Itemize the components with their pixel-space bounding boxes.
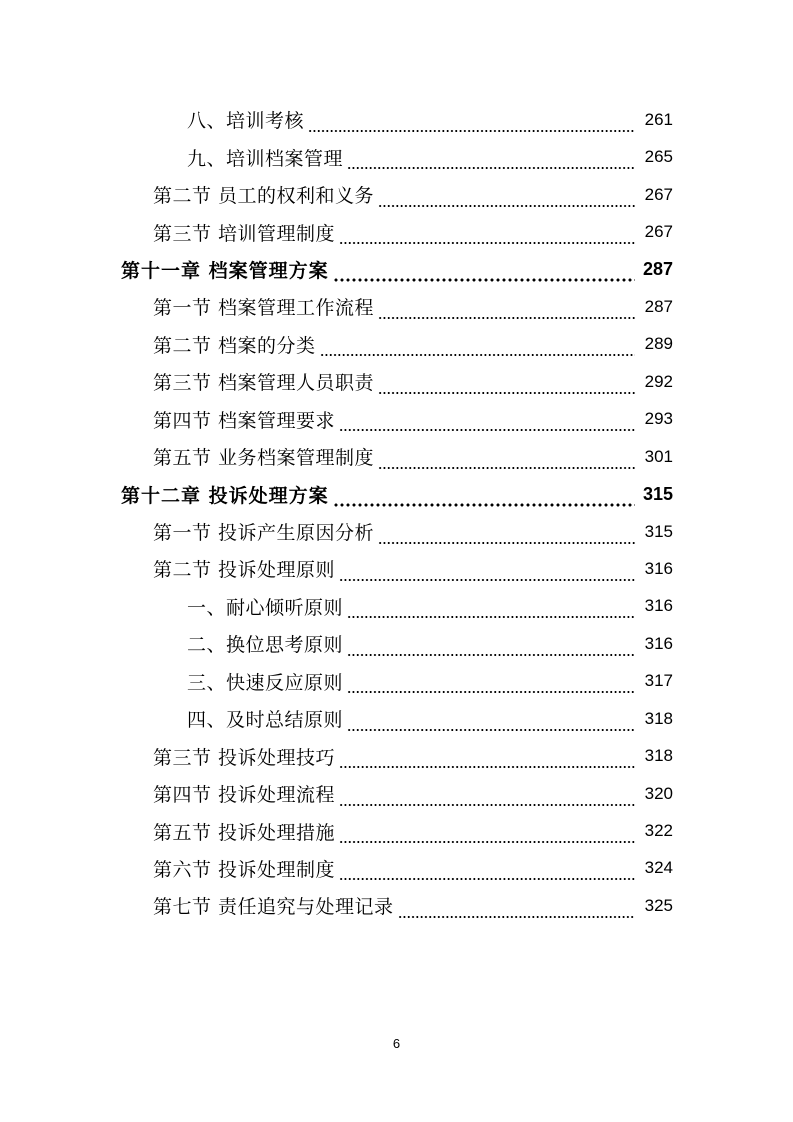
toc-entry-title: 第一节 投诉产生原因分析	[153, 522, 375, 545]
toc-entry-title: 第三节 档案管理人员职责	[153, 372, 375, 395]
toc-entry-page: 320	[644, 783, 673, 803]
toc-entry-page: 293	[644, 409, 673, 429]
toc-entry[interactable]	[0, 663, 793, 700]
toc-entry[interactable]	[0, 401, 793, 438]
toc-entry-page: 316	[644, 558, 673, 578]
toc-entry[interactable]	[0, 812, 793, 849]
toc-entry-page: 318	[644, 708, 673, 728]
toc-chapter-entry[interactable]	[0, 475, 793, 512]
toc-chapter-entry[interactable]	[0, 251, 793, 288]
toc-entry-page: 315	[642, 483, 673, 504]
toc-entry[interactable]	[0, 101, 793, 138]
toc-entry[interactable]	[0, 438, 793, 475]
toc-dot-leader	[333, 491, 635, 507]
toc-entry-page: 289	[644, 334, 673, 354]
toc-dot-leader	[378, 454, 635, 470]
toc-dot-leader	[339, 566, 635, 582]
toc-dot-leader	[339, 416, 635, 432]
toc-entry-title: 第四节 档案管理要求	[153, 409, 336, 432]
toc-entry[interactable]	[0, 138, 793, 175]
toc-dot-leader	[347, 641, 635, 657]
toc-dot-leader	[320, 341, 635, 357]
toc-entry-page: 316	[644, 596, 673, 616]
toc-dot-leader	[339, 791, 635, 807]
toc-dot-leader	[339, 229, 635, 245]
toc-entry-title: 八、培训考核	[187, 110, 305, 133]
toc-entry[interactable]	[0, 176, 793, 213]
toc-entry-title: 第二节 投诉处理原则	[153, 559, 336, 582]
toc-dot-leader	[339, 828, 635, 844]
table-of-contents	[0, 101, 793, 925]
toc-entry-page: 317	[644, 671, 673, 691]
toc-entry-title: 第五节 投诉处理措施	[153, 821, 336, 844]
toc-entry-title: 第六节 投诉处理制度	[153, 858, 336, 881]
toc-entry[interactable]	[0, 288, 793, 325]
toc-entry[interactable]	[0, 550, 793, 587]
toc-entry-title: 第二节 档案的分类	[153, 334, 316, 357]
toc-entry-page: 315	[644, 521, 673, 541]
toc-dot-leader	[378, 192, 635, 208]
page-number: 6	[392, 1036, 401, 1051]
toc-entry-page: 267	[644, 184, 673, 204]
toc-entry-title: 四、及时总结原则	[187, 709, 344, 732]
toc-dot-leader	[378, 529, 635, 545]
toc-entry-page: 287	[644, 296, 673, 316]
toc-entry-page: 325	[644, 895, 673, 915]
toc-entry[interactable]	[0, 213, 793, 250]
toc-dot-leader	[339, 865, 635, 881]
toc-entry-title: 二、换位思考原则	[187, 634, 344, 657]
toc-entry-title: 第五节 业务档案管理制度	[153, 447, 375, 470]
toc-dot-leader	[347, 154, 635, 170]
toc-entry[interactable]	[0, 625, 793, 662]
toc-entry-title: 一、耐心倾听原则	[187, 596, 344, 619]
toc-entry-title: 第二节 员工的权利和义务	[153, 185, 375, 208]
toc-entry-title: 第七节 责任追究与处理记录	[153, 896, 394, 919]
toc-entry-title: 第三节 培训管理制度	[153, 222, 336, 245]
toc-entry-title: 第三节 投诉处理技巧	[153, 746, 336, 769]
toc-dot-leader	[347, 678, 635, 694]
toc-entry-title: 第十二章 投诉处理方案	[121, 484, 329, 507]
toc-entry[interactable]	[0, 326, 793, 363]
toc-entry[interactable]	[0, 887, 793, 924]
toc-entry[interactable]	[0, 700, 793, 737]
toc-dot-leader	[378, 304, 635, 320]
toc-entry[interactable]	[0, 513, 793, 550]
toc-entry-page: 261	[644, 109, 673, 129]
toc-entry-page: 267	[644, 222, 673, 242]
toc-entry-title: 三、快速反应原则	[187, 671, 344, 694]
toc-entry[interactable]	[0, 850, 793, 887]
toc-entry-title: 九、培训档案管理	[187, 147, 344, 170]
toc-dot-leader	[308, 117, 635, 133]
toc-entry-title: 第十一章 档案管理方案	[121, 259, 329, 282]
toc-entry-page: 318	[644, 746, 673, 766]
toc-entry-page: 287	[642, 258, 673, 279]
toc-entry-page: 322	[644, 821, 673, 841]
toc-dot-leader	[378, 379, 635, 395]
toc-entry[interactable]	[0, 588, 793, 625]
toc-dot-leader	[347, 716, 635, 732]
toc-entry-page: 316	[644, 633, 673, 653]
toc-dot-leader	[339, 753, 635, 769]
toc-entry[interactable]	[0, 775, 793, 812]
toc-dot-leader	[347, 603, 635, 619]
toc-entry-page: 324	[644, 858, 673, 878]
toc-entry-page: 265	[644, 147, 673, 167]
toc-entry-page: 301	[644, 446, 673, 466]
toc-entry-title: 第四节 投诉处理流程	[153, 784, 336, 807]
toc-entry[interactable]	[0, 737, 793, 774]
toc-entry[interactable]	[0, 363, 793, 400]
toc-entry-page: 292	[644, 371, 673, 391]
toc-dot-leader	[333, 266, 635, 282]
toc-dot-leader	[398, 903, 635, 919]
toc-entry-title: 第一节 档案管理工作流程	[153, 297, 375, 320]
